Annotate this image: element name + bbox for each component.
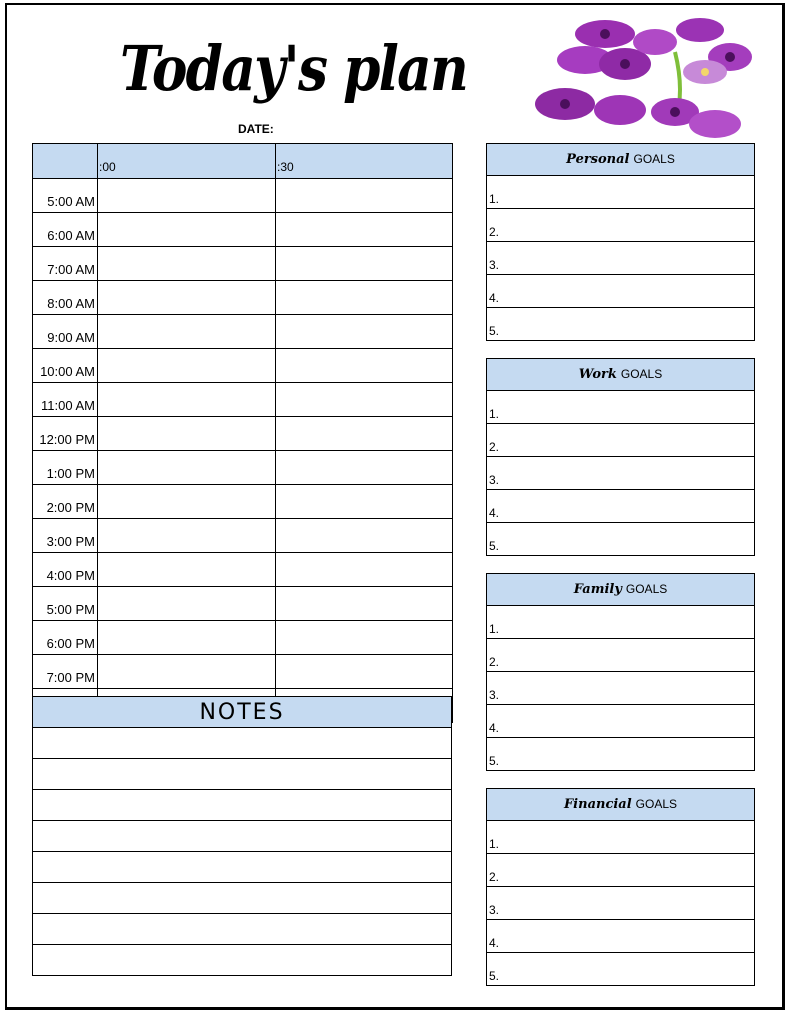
slot-00-cell[interactable] bbox=[98, 247, 276, 281]
slot-00-cell[interactable] bbox=[98, 213, 276, 247]
notes-row bbox=[33, 790, 452, 821]
goal-row[interactable] bbox=[487, 821, 755, 854]
slot-30-cell[interactable] bbox=[276, 553, 453, 587]
personal-goals-title bbox=[487, 144, 755, 176]
goal-number: 2. bbox=[487, 209, 755, 242]
goal-row[interactable] bbox=[487, 672, 755, 705]
goal-row[interactable] bbox=[487, 705, 755, 738]
goal-row[interactable] bbox=[487, 308, 755, 341]
goal-number: 2. bbox=[487, 639, 755, 672]
time-column-header bbox=[33, 144, 98, 179]
slot-00-cell[interactable] bbox=[98, 179, 276, 213]
slot-00-cell[interactable] bbox=[98, 383, 276, 417]
goal-row[interactable] bbox=[487, 457, 755, 490]
goal-number: 1. bbox=[487, 176, 755, 209]
family-goals-title bbox=[487, 574, 755, 606]
schedule-row bbox=[33, 587, 453, 621]
time-label: 11:00 AM bbox=[33, 383, 98, 417]
time-label: 5:00 PM bbox=[33, 587, 98, 621]
slot-30-cell[interactable] bbox=[276, 519, 453, 553]
orchid-image bbox=[525, 12, 755, 142]
goal-row[interactable] bbox=[487, 490, 755, 523]
schedule-col-30: :30 bbox=[276, 144, 453, 179]
notes-row bbox=[33, 945, 452, 976]
schedule-row bbox=[33, 655, 453, 689]
goal-row[interactable] bbox=[487, 242, 755, 275]
slot-00-cell[interactable] bbox=[98, 621, 276, 655]
slot-30-cell[interactable] bbox=[276, 179, 453, 213]
time-label: 12:00 PM bbox=[33, 417, 98, 451]
goal-number: 5. bbox=[487, 308, 755, 341]
work-goals-prefix: Work bbox=[578, 367, 617, 382]
slot-00-cell[interactable] bbox=[98, 349, 276, 383]
goal-number: 5. bbox=[487, 738, 755, 771]
time-label: 8:00 AM bbox=[33, 281, 98, 315]
slot-30-cell[interactable] bbox=[276, 621, 453, 655]
notes-row bbox=[33, 883, 452, 914]
notes-row bbox=[33, 821, 452, 852]
goal-number: 3. bbox=[487, 457, 755, 490]
goal-number: 4. bbox=[487, 275, 755, 308]
goal-number: 5. bbox=[487, 523, 755, 556]
notes-line[interactable] bbox=[33, 759, 452, 790]
notes-title: NOTES bbox=[33, 697, 452, 728]
notes-line[interactable] bbox=[33, 883, 452, 914]
page-title: Today's plan bbox=[120, 32, 468, 105]
time-label: 4:00 PM bbox=[33, 553, 98, 587]
schedule-col-00: :00 bbox=[98, 144, 276, 179]
schedule-row bbox=[33, 383, 453, 417]
goal-number: 3. bbox=[487, 242, 755, 275]
schedule-row bbox=[33, 213, 453, 247]
goal-row[interactable] bbox=[487, 176, 755, 209]
goal-number: 1. bbox=[487, 391, 755, 424]
schedule-row bbox=[33, 485, 453, 519]
work-goals-title bbox=[487, 359, 755, 391]
goal-number: 2. bbox=[487, 424, 755, 457]
notes-line[interactable] bbox=[33, 852, 452, 883]
notes-row bbox=[33, 759, 452, 790]
personal-goals-suffix: GOALS bbox=[633, 152, 675, 166]
schedule-row bbox=[33, 451, 453, 485]
slot-00-cell[interactable] bbox=[98, 553, 276, 587]
work-goals-suffix: GOALS bbox=[620, 367, 663, 381]
time-label: 1:00 PM bbox=[33, 451, 98, 485]
notes-row bbox=[33, 728, 452, 759]
notes-line[interactable] bbox=[33, 790, 452, 821]
slot-30-cell[interactable] bbox=[276, 451, 453, 485]
schedule-row bbox=[33, 417, 453, 451]
slot-30-cell[interactable] bbox=[276, 587, 453, 621]
goal-row[interactable] bbox=[487, 920, 755, 953]
time-label: 6:00 AM bbox=[33, 213, 98, 247]
slot-30-cell[interactable] bbox=[276, 485, 453, 519]
slot-00-cell[interactable] bbox=[98, 519, 276, 553]
time-label: 2:00 PM bbox=[33, 485, 98, 519]
schedule-row bbox=[33, 247, 453, 281]
financial-goals-title bbox=[487, 789, 755, 821]
goal-row[interactable] bbox=[487, 275, 755, 308]
schedule-row bbox=[33, 281, 453, 315]
goal-row[interactable] bbox=[487, 887, 755, 920]
slot-30-cell[interactable] bbox=[276, 383, 453, 417]
slot-00-cell[interactable] bbox=[98, 417, 276, 451]
goal-row[interactable] bbox=[487, 738, 755, 771]
financial-goals bbox=[486, 788, 755, 986]
slot-00-cell[interactable] bbox=[98, 315, 276, 349]
goal-number: 4. bbox=[487, 490, 755, 523]
notes-line[interactable] bbox=[33, 914, 452, 945]
slot-30-cell[interactable] bbox=[276, 349, 453, 383]
goal-number: 3. bbox=[487, 887, 755, 920]
time-label: 5:00 AM bbox=[33, 179, 98, 213]
slot-00-cell[interactable] bbox=[98, 485, 276, 519]
notes-line[interactable] bbox=[33, 821, 452, 852]
financial-goals-prefix: Financial bbox=[563, 797, 632, 812]
schedule-row bbox=[33, 179, 453, 213]
goal-number: 1. bbox=[487, 606, 755, 639]
family-goals-suffix: GOALS bbox=[625, 582, 668, 596]
family-goals-prefix: Family bbox=[573, 582, 622, 597]
goal-number: 3. bbox=[487, 672, 755, 705]
schedule-row bbox=[33, 519, 453, 553]
notes-line[interactable] bbox=[33, 945, 452, 976]
orchid-flowers bbox=[535, 18, 752, 138]
slot-00-cell[interactable] bbox=[98, 281, 276, 315]
goal-row[interactable] bbox=[487, 424, 755, 457]
notes-section bbox=[32, 696, 452, 976]
time-label: 7:00 AM bbox=[33, 247, 98, 281]
slot-30-cell[interactable] bbox=[276, 281, 453, 315]
slot-30-cell[interactable] bbox=[276, 213, 453, 247]
goal-row[interactable] bbox=[487, 523, 755, 556]
schedule-row bbox=[33, 349, 453, 383]
notes-row bbox=[33, 852, 452, 883]
goal-number: 5. bbox=[487, 953, 755, 986]
goal-row[interactable] bbox=[487, 639, 755, 672]
schedule-row bbox=[33, 621, 453, 655]
personal-goals bbox=[486, 143, 755, 341]
goal-row[interactable] bbox=[487, 854, 755, 887]
financial-goals-suffix: GOALS bbox=[635, 797, 678, 811]
slot-30-cell[interactable] bbox=[276, 417, 453, 451]
time-label: 10:00 AM bbox=[33, 349, 98, 383]
slot-30-cell[interactable] bbox=[276, 247, 453, 281]
goal-number: 4. bbox=[487, 705, 755, 738]
slot-30-cell[interactable] bbox=[276, 655, 453, 689]
goal-number: 1. bbox=[487, 821, 755, 854]
time-label: 7:00 PM bbox=[33, 655, 98, 689]
time-label: 3:00 PM bbox=[33, 519, 98, 553]
goal-row[interactable] bbox=[487, 391, 755, 424]
schedule-row bbox=[33, 553, 453, 587]
slot-30-cell[interactable] bbox=[276, 315, 453, 349]
notes-line[interactable] bbox=[33, 728, 452, 759]
time-label: 9:00 AM bbox=[33, 315, 98, 349]
goal-number: 4. bbox=[487, 920, 755, 953]
goal-row[interactable] bbox=[487, 953, 755, 986]
slot-00-cell[interactable] bbox=[98, 451, 276, 485]
goal-row[interactable] bbox=[487, 606, 755, 639]
slot-00-cell[interactable] bbox=[98, 587, 276, 621]
date-label: DATE: bbox=[238, 122, 274, 136]
time-label: 6:00 PM bbox=[33, 621, 98, 655]
notes-row bbox=[33, 914, 452, 945]
schedule-row bbox=[33, 315, 453, 349]
schedule-header-row bbox=[33, 144, 453, 179]
personal-goals-prefix: Personal bbox=[566, 152, 630, 167]
slot-00-cell[interactable] bbox=[98, 655, 276, 689]
family-goals bbox=[486, 573, 755, 771]
work-goals bbox=[486, 358, 755, 556]
goal-number: 2. bbox=[487, 854, 755, 887]
hourly-schedule bbox=[32, 143, 453, 723]
goal-row[interactable] bbox=[487, 209, 755, 242]
